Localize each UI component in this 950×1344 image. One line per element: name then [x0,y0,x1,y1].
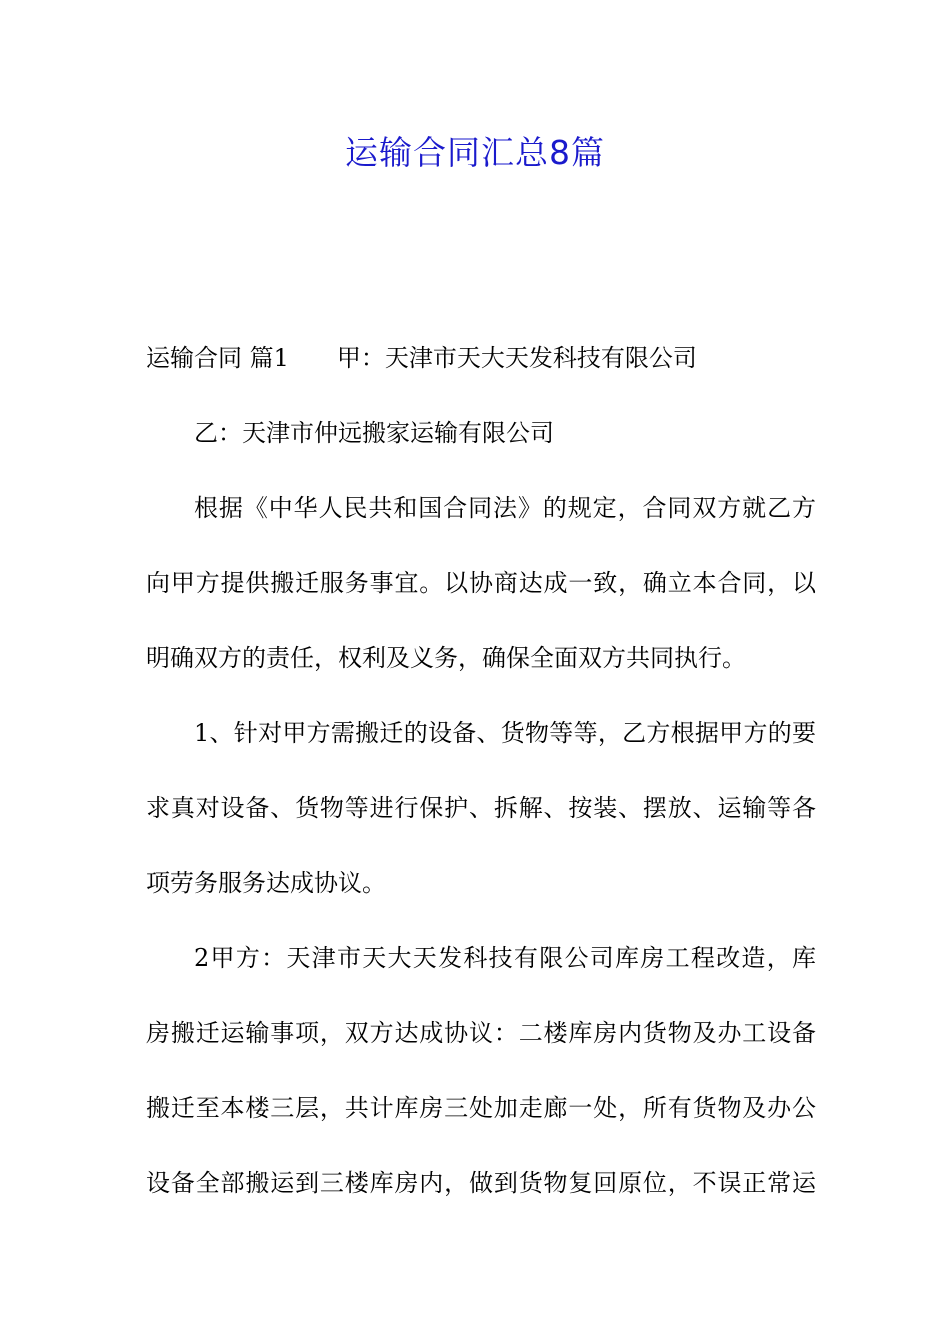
document-title: 运输合同汇总8篇 [345,133,605,172]
paragraph-line: 搬迁至本楼三层，共计库房三处加走廊一处，所有货物及办公 [146,1094,816,1122]
paragraph-line [146,340,816,376]
paragraph-line: 设备全部搬运到三楼库房内，做到货物复回原位，不误正常运 [146,1169,816,1197]
paragraph-line: 1、针对甲方需搬迁的设备、货物等等，乙方根据甲方的要 [194,719,816,747]
party-b-line: 乙：天津市仲远搬家运输有限公司 [194,419,554,447]
contract-heading: 运输合同 篇1 [146,344,289,372]
paragraph-line: 项劳务服务达成协议。 [146,869,386,897]
paragraph-line: 根据《中华人民共和国合同法》的规定，合同双方就乙方 [194,494,816,522]
paragraph-line: 明确双方的责任，权利及义务，确保全面双方共同执行。 [146,644,746,672]
paragraph-line: 求真对设备、货物等进行保护、拆解、按装、摆放、运输等各 [146,794,816,822]
party-a-line: 甲：天津市天大天发科技有限公司 [336,344,697,372]
paragraph-line: 房搬迁运输事项，双方达成协议：二楼库房内货物及办工设备 [146,1019,816,1047]
paragraph-line: 2甲方：天津市天大天发科技有限公司库房工程改造，库 [194,944,816,972]
paragraph-line: 向甲方提供搬迁服务事宜。以协商达成一致，确立本合同，以 [146,569,816,597]
